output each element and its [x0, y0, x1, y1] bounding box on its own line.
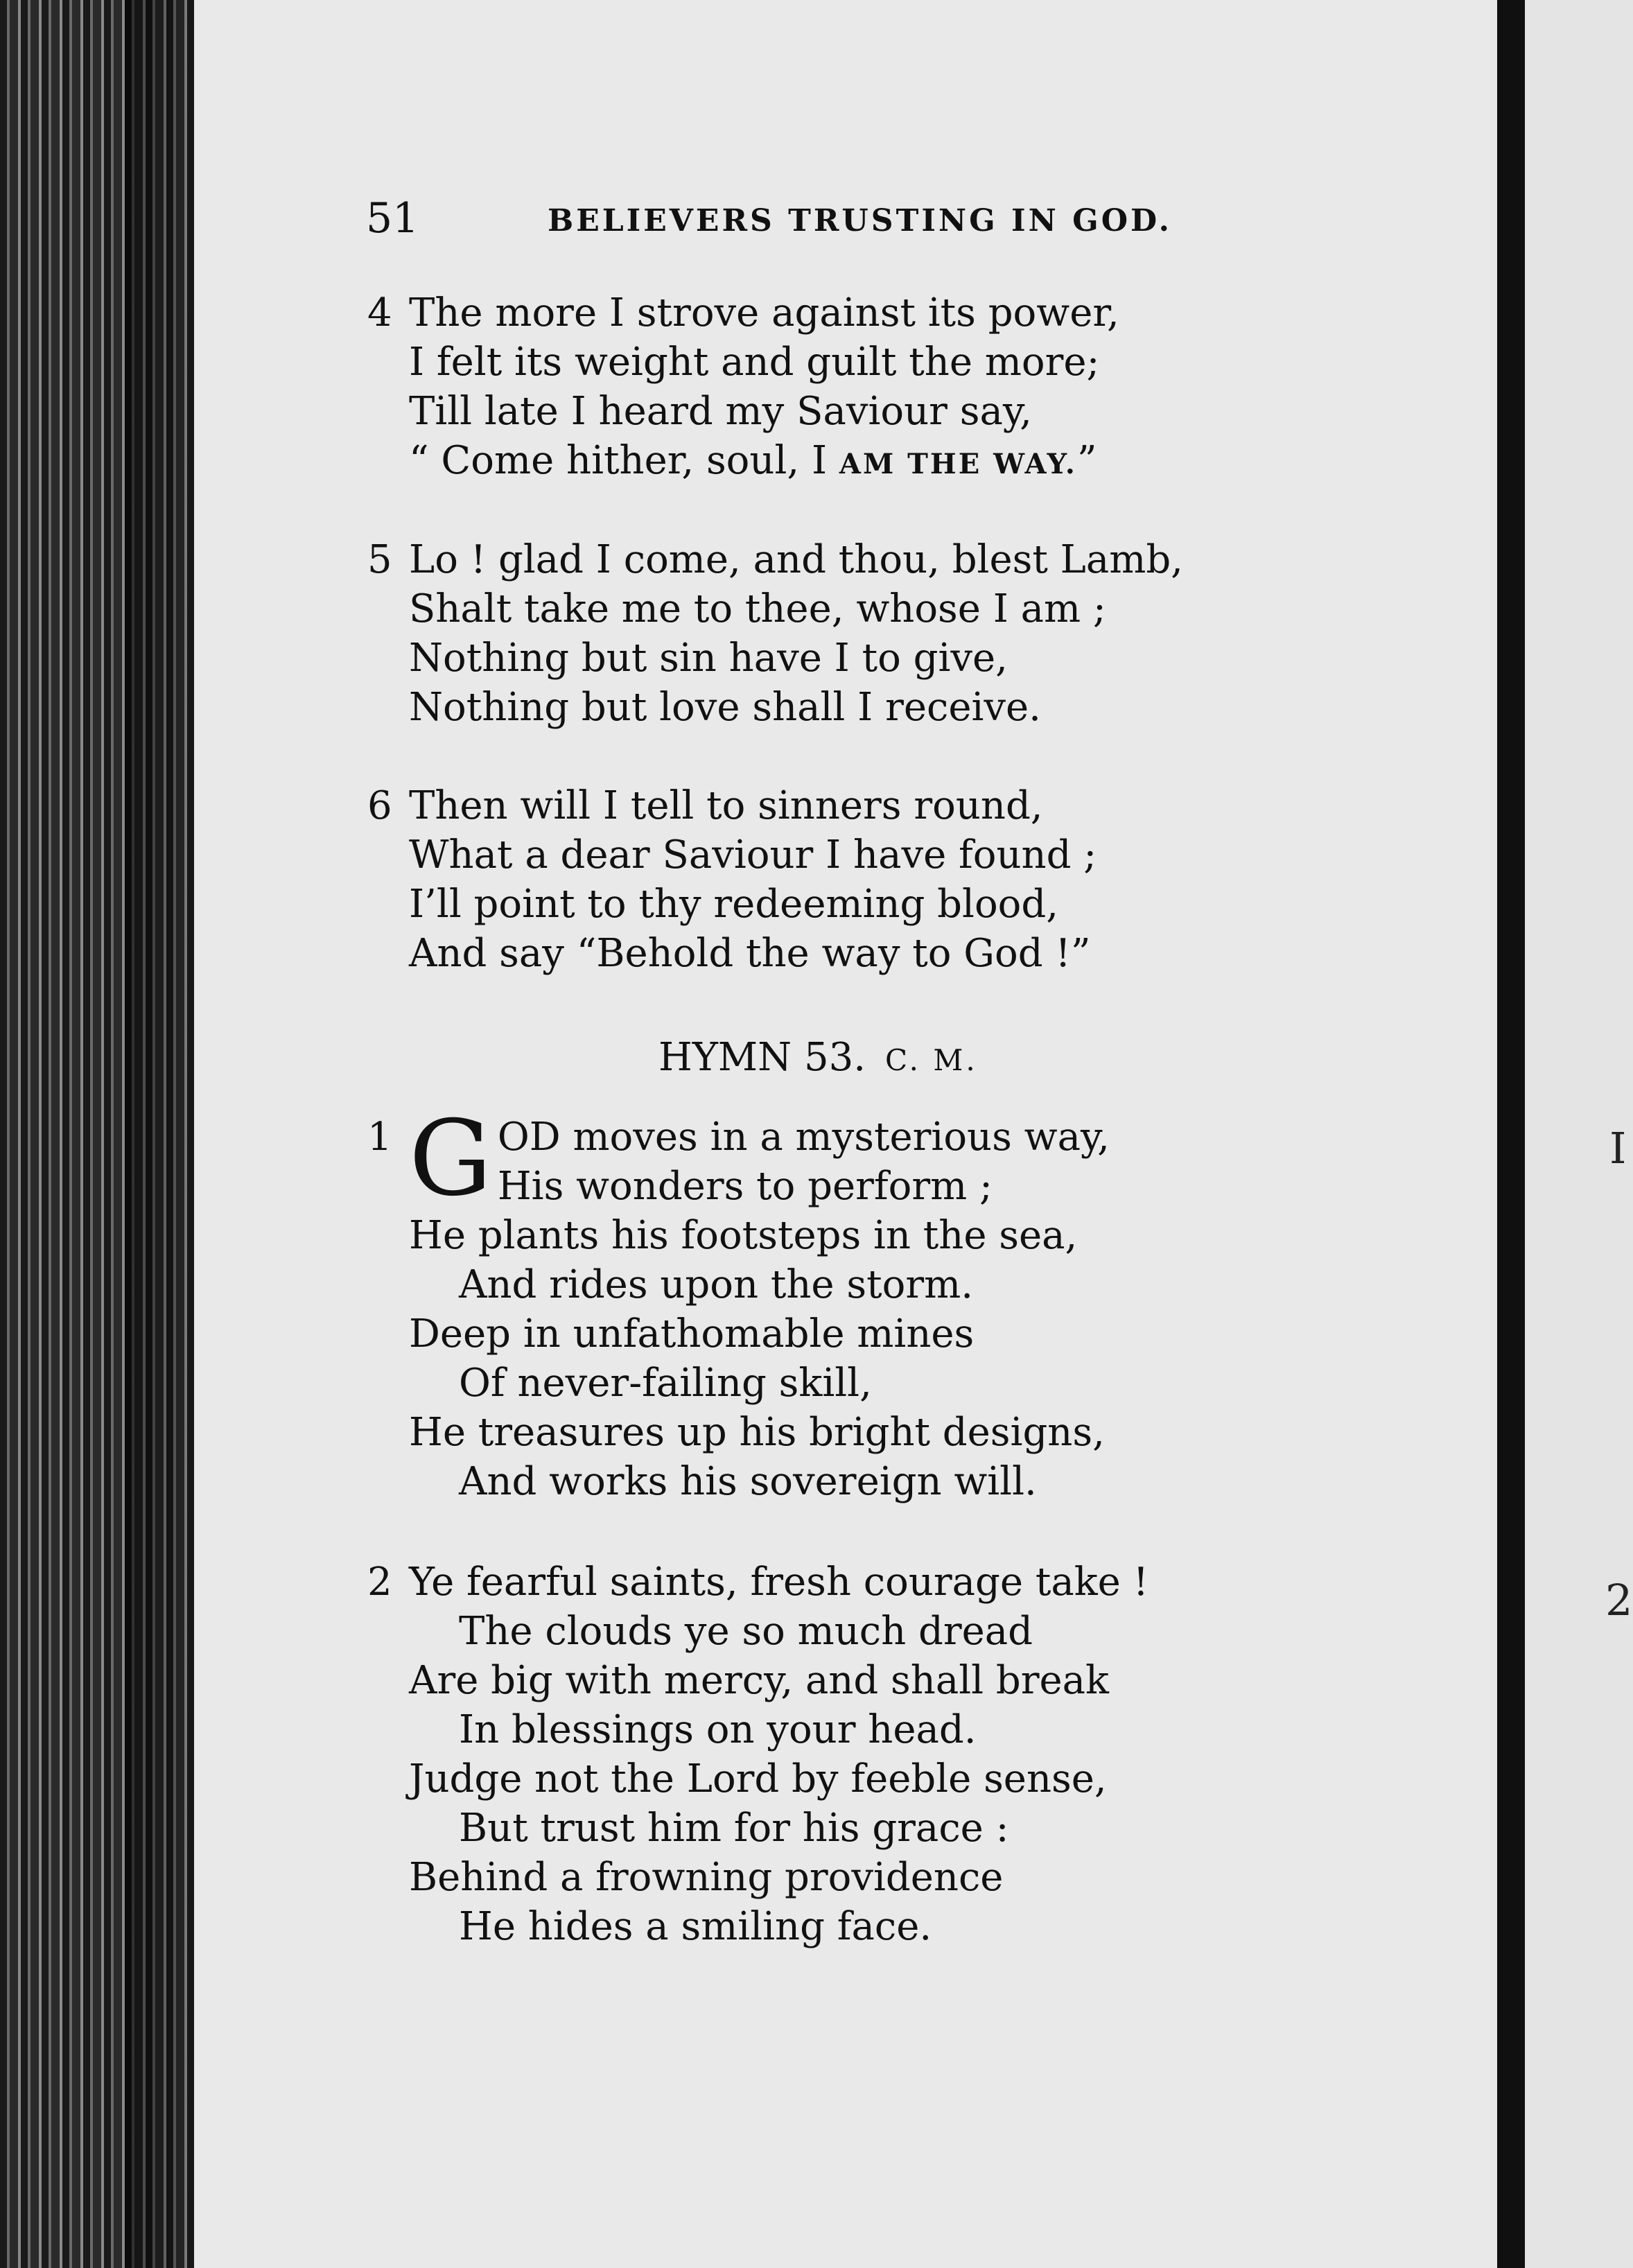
hymn-53-verse-2	[367, 1558, 1379, 1951]
page-gutter	[1497, 0, 1525, 2268]
verse-line: Till late I heard my Saviour say,	[409, 389, 1032, 434]
verse-4	[367, 288, 1379, 485]
facing-page-mark-upper: I	[1609, 1123, 1627, 1174]
hymn-heading	[658, 1033, 978, 1085]
verse-line: What a dear Saviour I have found ;	[409, 832, 1097, 878]
hymn-meter: C. M.	[885, 1043, 978, 1077]
verse-line: OD moves in a mysterious way,	[497, 1115, 1110, 1160]
verse-number: 4	[367, 290, 392, 335]
verse-5	[367, 535, 1379, 732]
verse-line: The more I strove against its power,	[409, 290, 1119, 335]
binding-shadow	[125, 0, 201, 2268]
verse-line: He hides a smiling face.	[459, 1904, 932, 1949]
verse-line: Then will I tell to sinners round,	[409, 783, 1043, 828]
quote-text: “ Come hither, soul, I	[409, 438, 839, 483]
closing-quote: ”	[1076, 438, 1097, 483]
small-caps-text: AM THE WAY.	[839, 448, 1077, 480]
verse-line: Nothing but sin have I to give,	[409, 636, 1008, 681]
opening-lines	[409, 1099, 1379, 1219]
verse-line: Of never-failing skill,	[459, 1361, 872, 1406]
verse-number: 6	[367, 783, 392, 828]
verse-line: The clouds ye so much dread	[459, 1609, 1033, 1654]
verse-line: He treasures up his bright designs,	[409, 1410, 1105, 1455]
verse-line: Nothing but love shall I receive.	[409, 685, 1041, 730]
verse-line: Judge not the Lord by feeble sense,	[409, 1756, 1107, 1802]
verse-6	[367, 781, 1379, 978]
verse-number: 5	[367, 537, 392, 582]
drop-cap: G	[409, 1099, 492, 1219]
verse-line: I felt its weight and guilt the more;	[409, 340, 1100, 385]
verse-line: Lo ! glad I come, and thou, blest Lamb,	[409, 537, 1183, 582]
facing-page-mark-lower: 2	[1605, 1575, 1633, 1625]
verse-line: He plants his footsteps in the sea,	[409, 1213, 1078, 1258]
verse-line-last	[409, 436, 1379, 485]
verse-line: And works his sovereign will.	[459, 1459, 1037, 1504]
hymn-title: HYMN 53.	[658, 1035, 866, 1080]
verse-line: Are big with mercy, and shall break	[409, 1658, 1109, 1703]
verse-line: I’ll point to thy redeeming blood,	[409, 882, 1059, 927]
verse-line: Ye fearful saints, fresh courage take !	[409, 1560, 1149, 1605]
verse-line: In blessings on your head.	[459, 1707, 977, 1752]
verse-line: And rides upon the storm.	[459, 1262, 973, 1307]
running-title: BELIEVERS TRUSTING IN GOD.	[548, 203, 1172, 238]
verse-line: And say “Behold the way to God !”	[409, 931, 1091, 976]
page-number: 51	[366, 194, 419, 243]
page-header	[366, 191, 1336, 246]
facing-page-edge	[1525, 0, 1633, 2268]
verse-number: 2	[367, 1560, 392, 1605]
verse-line: Deep in unfathomable mines	[409, 1311, 975, 1357]
verse-line: Behind a frowning providence	[409, 1855, 1004, 1900]
verse-line: But trust him for his grace :	[459, 1806, 1009, 1851]
verse-number: 1	[367, 1115, 392, 1160]
hymn-53-verse-1	[367, 1099, 1379, 1506]
verse-line: Shalt take me to thee, whose I am ;	[409, 586, 1106, 631]
verse-line: His wonders to perform ;	[497, 1164, 993, 1209]
